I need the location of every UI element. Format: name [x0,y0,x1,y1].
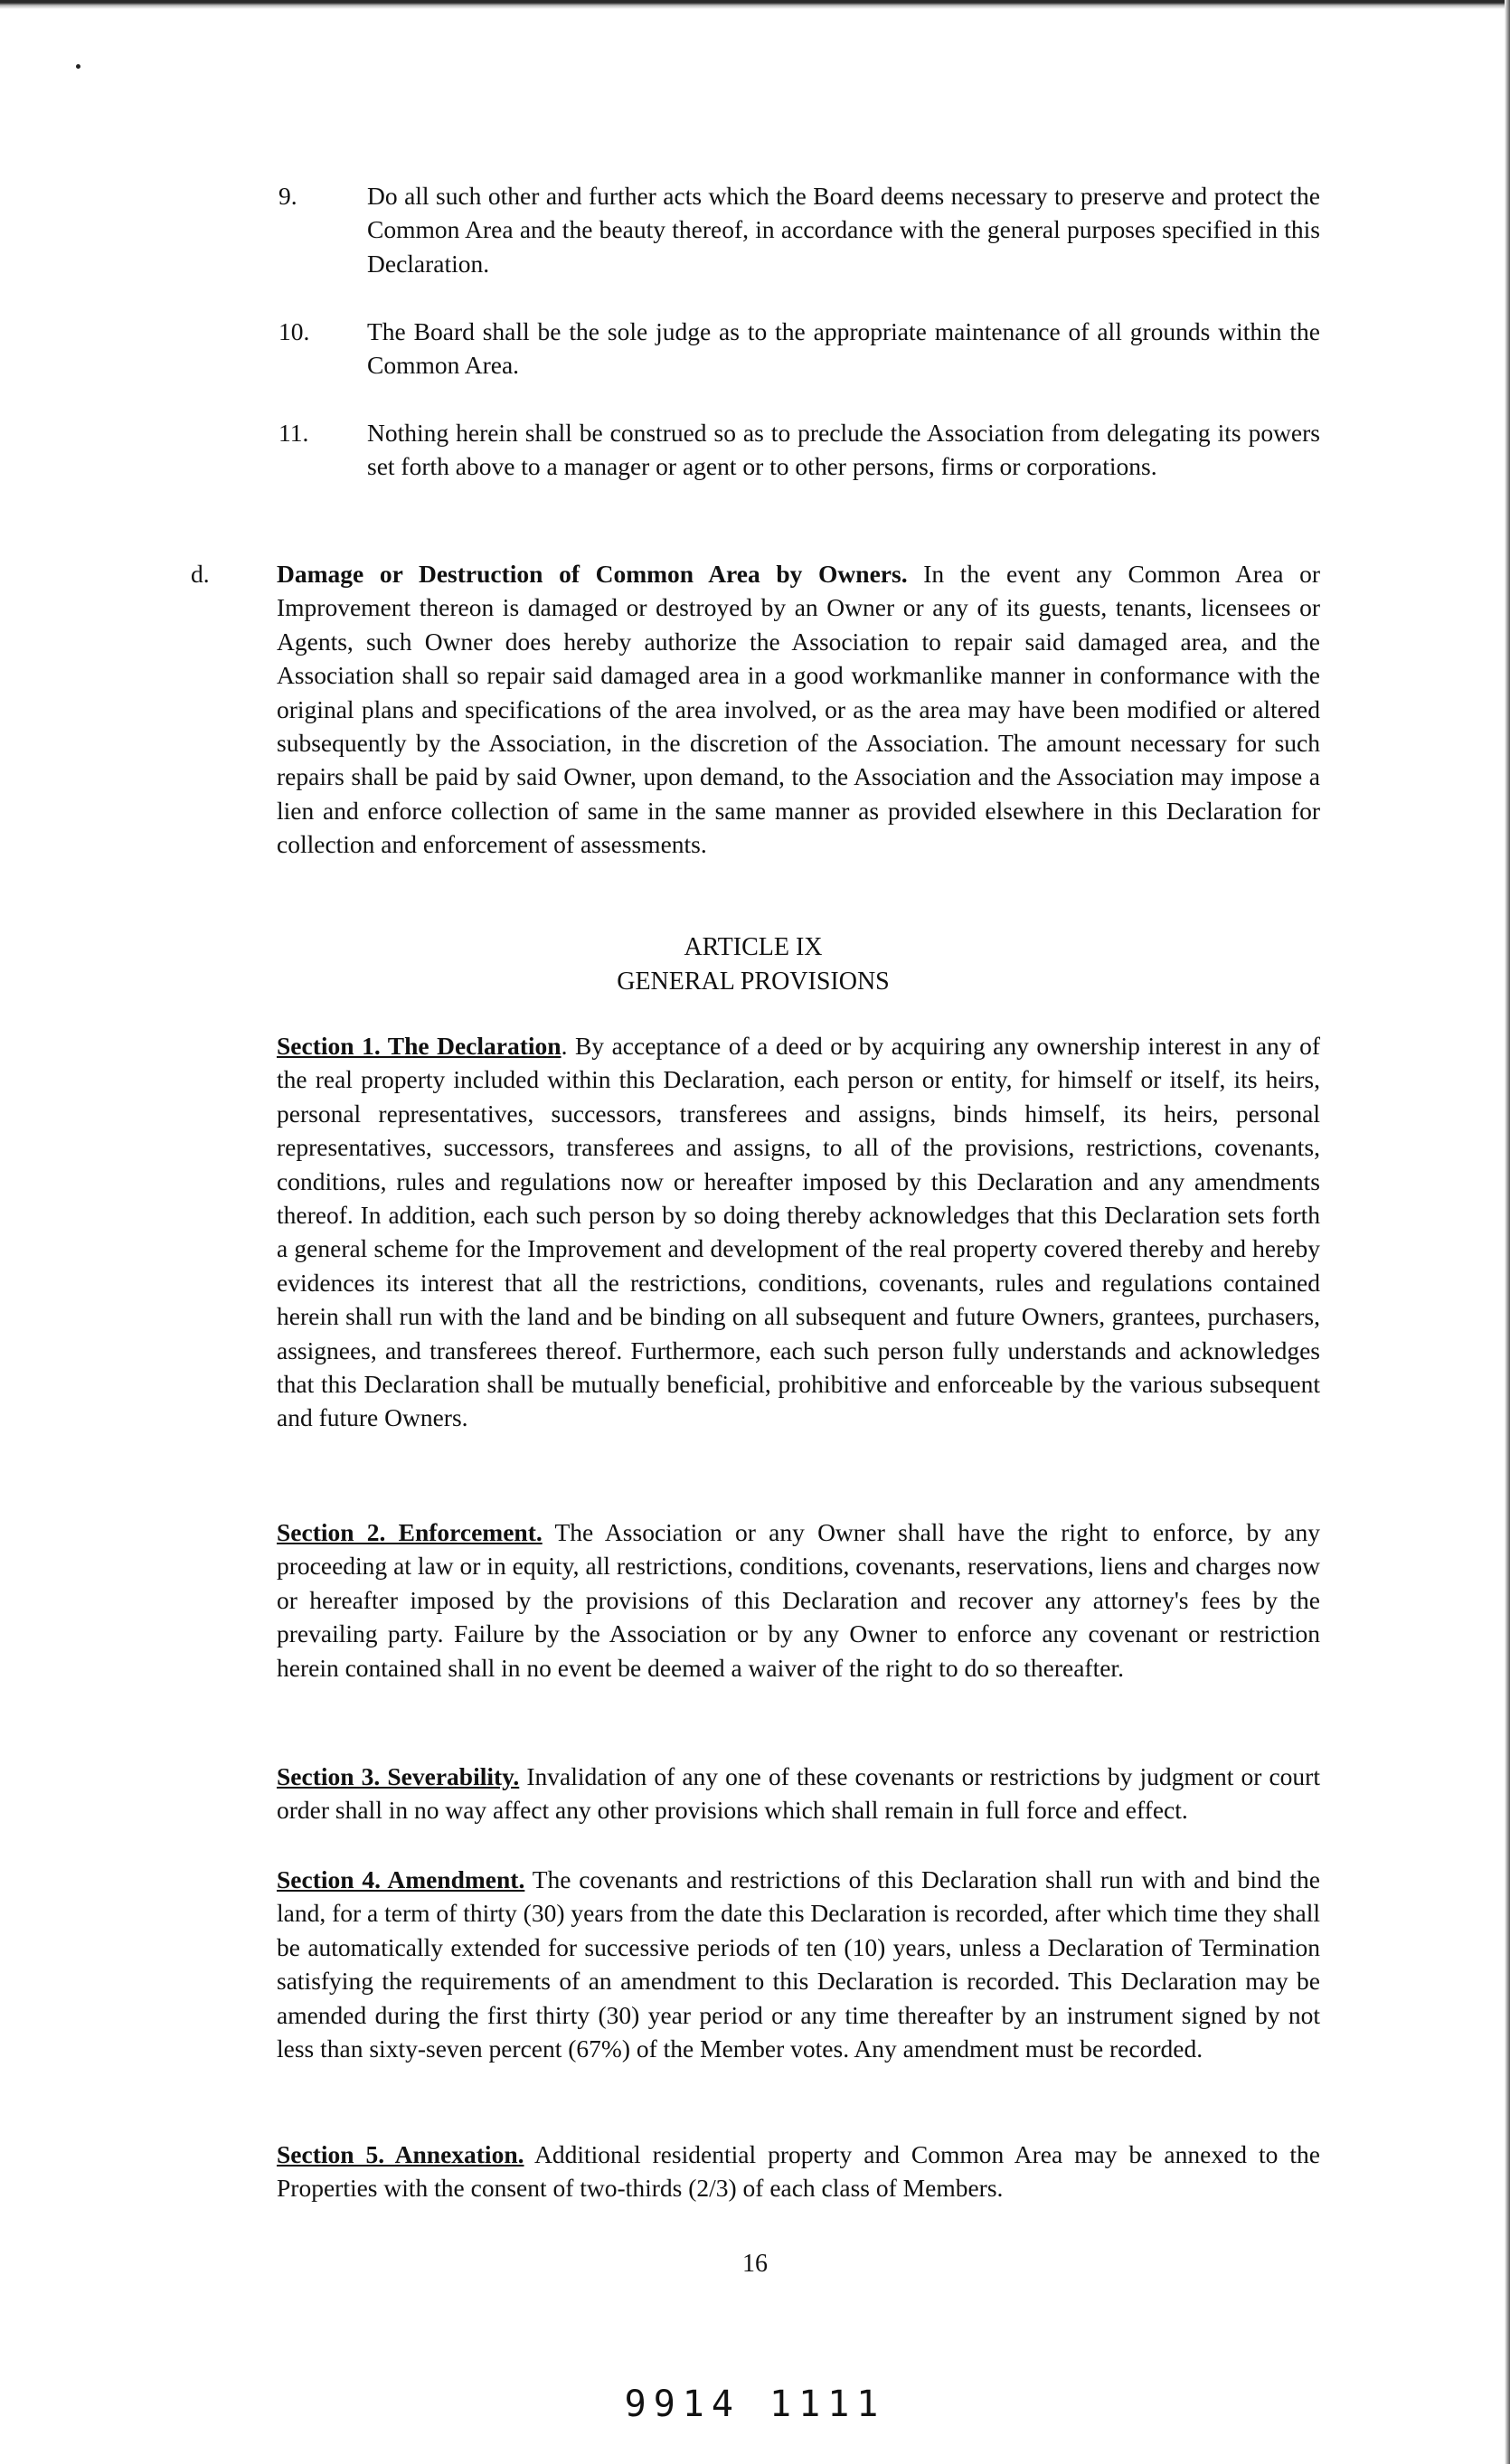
section-annexation [277,2138,1320,2205]
paragraph-d [277,557,1320,862]
section-text: . By acceptance of a deed or by acquiring any ownership interest in any of the real property included within this Declaration, each person or entity, for himself or itself, its heirs, personal representatives, successors, transferees and assigns, binds himself, its heirs, personal representatives, successors, transferees and assigns, to all of the provisions, restrictions, covenants, conditions, rules and regulations now or hereafter imposed by this Declaration and any amendments thereof. In addition, each such person by so doing thereby acknowledges that this Declaration sets forth a general scheme for the Improvement and development of the real property covered thereby and hereby evidences its interest that all the restrictions, conditions, covenants, rules and regulations contained herein shall run with the land and be binding on all subsequent and future Owners, grantees, purchasers, assignees, and transferees thereof. Furthermore, each such person fully understands and acknowledges that this Declaration shall be mutually beneficial, prohibitive and enforceable by the various subsequent and future Owners. [277,1032,1320,1432]
section-amendment [277,1863,1320,2065]
article-title: GENERAL PROVISIONS [617,968,890,996]
paragraph-d-text: In the event any Common Area or Improvement thereon is damaged or destroyed by an Owner or any of its guests, tenants, licensees or Agents, such Owner does hereby authorize the Association to repair said damaged area, and the Association shall so repair said damaged area in a good workmanlike manner in conformance with the original plans and specifications of the area involved, or as the area may have been modified or altered subsequently by the Association, in the discretion of the Association. The amount necessary for such repairs shall be paid by said Owner, upon demand, to the Association and the Association may impose a lien and enforce collection of same in the same manner as provided elsewhere in this Declaration for collection and enforcement of assessments. [277,560,1320,859]
section-text: The covenants and restrictions of this Declaration shall run with and bind the land, for a term of thirty (30) years from the date this Declaration is recorded, after which time they shall be automatically extended for successive periods of ten (10) years, unless a Declaration of Termination satisfying the requirements of an amendment to this Declaration is recorded. This Declaration may be amended during the first thirty (30) year period or any time thereafter by an instrument signed by not less than sixty-seven percent (67%) of the Member votes. Any amendment must be recorded. [277,1865,1320,2063]
item-number: 10. [278,317,310,345]
item-text: The Board shall be the sole judge as to the appropriate maintenance of all grounds within the Common Area. [367,317,1320,380]
section-title: Section 5. Annexation. [277,2140,524,2168]
item-text: Do all such other and further acts which the Board deems necessary to preserve and protect the Common Area and the beauty thereof, in accordance with the general purposes specified in this Declaration. [367,182,1320,278]
section-title: Section 1. The Declaration [277,1032,562,1060]
section-title: Section 2. Enforcement. [277,1518,543,1546]
document-number: 9914 1111 [624,2384,886,2425]
section-text: The Association or any Owner shall have the right to enforce, by any proceeding at law or in equity, all restrictions, conditions, covenants, reservations, liens and charges now or hereafter imposed by the provisions of this Declaration and recover any attorney's fees by the prevailing party. Failure by the Association or by any Owner to enforce any covenant or restriction herein contained shall in no event be deemed a waiver of the right to do so thereafter. [277,1518,1320,1682]
paragraph-d-title: Damage or Destruction of Common Area by Owners. [277,560,908,588]
section-text: Invalidation of any one of these covenants or restrictions by judgment or court order shall in no way affect any other provisions which shall remain in full force and effect. [277,1762,1320,1825]
section-enforcement [277,1515,1320,1685]
section-severability [277,1760,1320,1827]
section-text: Additional residential property and Common Area may be annexed to the Properties with the consent of two-thirds (2/3) of each class of Members. [277,2140,1320,2203]
item-number: 9. [278,182,297,210]
article-number: ARTICLE IX [684,933,823,961]
section-title: Section 3. Severability. [277,1762,520,1790]
item-text: Nothing herein shall be construed so as to preclude the Association from delegating its powers set forth above to a manager or agent or to other persons, firms or corporations. [367,419,1320,481]
section-declaration [277,1029,1320,1435]
paragraph-d-label: d. [191,560,210,588]
page-number: 16 [742,2250,768,2278]
item-number: 11. [278,419,309,447]
section-title: Section 4. Amendment. [277,1865,525,1893]
